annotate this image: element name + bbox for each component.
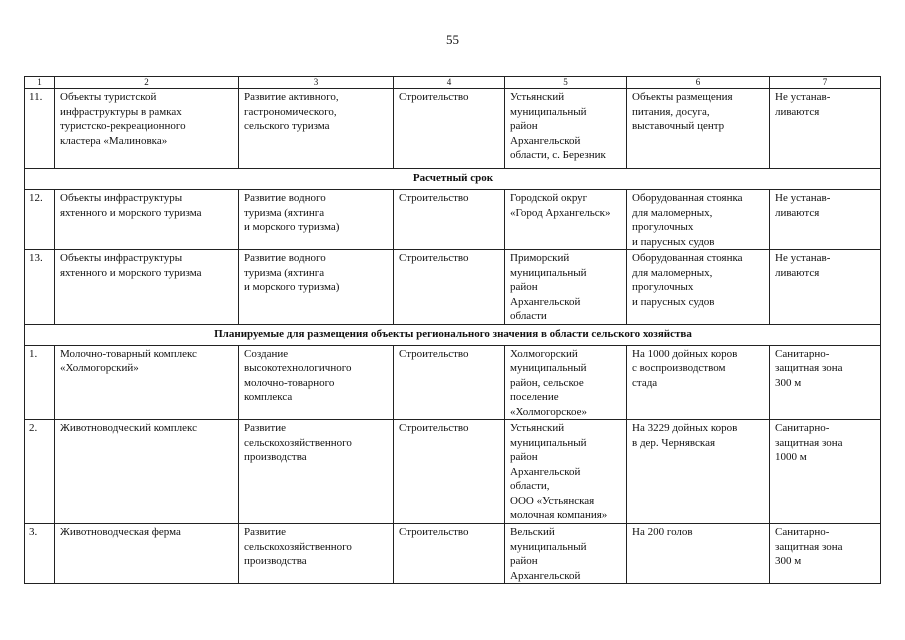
object-name-cell [55,345,239,420]
cell-text-line: муниципальный [510,105,587,118]
cell-text-line: 1000 м [775,451,807,463]
cell-text-line: для маломерных, [632,206,713,219]
column-number-row [25,77,881,89]
cell-text-line: области [510,310,547,322]
cell-text-line: Строительство [399,422,469,434]
table-row [25,250,881,325]
cell-text-line: области, [510,480,550,492]
characteristics-cell [627,420,770,524]
cell-text-line: производства [244,555,307,567]
page-number: 55 [446,32,459,47]
cell-text-line: «Холмогорское» [510,405,587,418]
cell-text-line: Городской округ [510,192,588,204]
cell-text-line: Объекты инфраструктуры [60,252,183,264]
cell-text-line: муниципальный [510,436,587,449]
characteristics-cell [627,250,770,325]
cell-text-line: «Город Архангельск» [510,206,611,219]
cell-text-line: Санитарно- [775,422,830,434]
object-name-cell [55,524,239,584]
cell-text-line: Создание [244,347,289,360]
table-row [25,89,881,169]
location-cell [505,250,627,325]
row-number: 13. [25,250,55,325]
cell-text-line: Не устанав- [775,91,831,103]
zone-cell [770,250,881,325]
cell-text-line: район [510,555,538,567]
cell-text-line: Вельский [510,526,555,538]
purpose-cell [239,250,394,325]
cell-text-line: питания, досуга, [632,105,710,118]
cell-text-line: сельского туризма [244,120,330,132]
cell-text-line: молочно-товарного [244,376,335,389]
cell-text-line: ливаются [775,206,820,219]
cell-text-line: Развитие [244,526,287,538]
cell-text-line: район [510,281,538,293]
cell-text-line: район [510,120,538,132]
cell-text-line: Оборудованная стоянка [632,192,743,204]
column-number: 5 [505,77,627,89]
cell-text-line: Объекты инфраструктуры [60,192,183,204]
cell-text-line: На 1000 дойных коров [632,347,738,360]
cell-text-line: сельскохозяйственного [244,540,352,553]
zone-cell [770,345,881,420]
cell-text-line: для маломерных, [632,266,713,279]
cell-text-line: Строительство [399,347,469,360]
cell-text-line: Устьянский [510,422,565,434]
object-name-cell [55,250,239,325]
table-row [25,345,881,420]
objects-table [24,76,881,584]
cell-text-line: защитная зона [775,540,843,553]
cell-text-line: Развитие [244,422,287,434]
cell-text-line: молочная компания» [510,509,608,521]
zone-cell [770,89,881,169]
column-number: 6 [627,77,770,89]
characteristics-cell [627,345,770,420]
cell-text-line: Санитарно- [775,526,830,538]
cell-text-line: Холмогорский [510,347,578,360]
activity-cell [394,89,505,169]
cell-text-line: Развитие водного [244,192,326,204]
cell-text-line: выставочный центр [632,120,725,132]
cell-text-line: яхтенного и морского туризма [60,266,202,279]
zone-cell [770,524,881,584]
cell-text-line: туристско-рекреационного [60,120,186,132]
cell-text-line: защитная зона [775,362,843,374]
cell-text-line: туризма (яхтинга [244,266,325,279]
zone-cell [770,420,881,524]
cell-text-line: сельскохозяйственного [244,436,352,449]
section-title: Планируемые для размещения объекты регионального значения в области сельского хозяйства [25,324,881,345]
row-number: 2. [25,420,55,524]
column-number: 3 [239,77,394,89]
cell-text-line: поселение [510,391,559,403]
section-title: Расчетный срок [25,169,881,190]
cell-text-line: район, сельское [510,376,584,389]
cell-text-line: Устьянский [510,91,565,103]
cell-text-line: комплекса [244,391,293,403]
purpose-cell [239,524,394,584]
cell-text-line: Строительство [399,192,469,204]
cell-text-line: прогулочных [632,281,694,293]
cell-text-line: туризма (яхтинга [244,206,325,219]
purpose-cell [239,420,394,524]
cell-text-line: На 200 голов [632,526,693,538]
object-name-cell [55,89,239,169]
cell-text-line: высокотехнологичного [244,362,352,374]
cell-text-line: На 3229 дойных коров [632,422,738,434]
location-cell [505,190,627,250]
column-number: 1 [25,77,55,89]
section-header-row [25,324,881,345]
cell-text-line: Санитарно- [775,347,830,360]
row-number: 3. [25,524,55,584]
cell-text-line: стада [632,376,658,389]
purpose-cell [239,345,394,420]
cell-text-line: Не устанав- [775,192,831,204]
cell-text-line: Молочно-товарный комплекс [60,347,197,360]
table-row [25,420,881,524]
cell-text-line: Животноводческая ферма [60,526,181,538]
cell-text-line: Архангельской [510,295,581,308]
purpose-cell [239,190,394,250]
cell-text-line: Строительство [399,91,469,103]
cell-text-line: и морского туризма) [244,221,340,233]
cell-text-line: Развитие активного, [244,91,339,103]
cell-text-line: Объекты туристской [60,91,157,103]
cell-text-line: Оборудованная стоянка [632,252,743,264]
row-number: 11. [25,89,55,169]
characteristics-cell [627,524,770,584]
activity-cell [394,524,505,584]
zone-cell [770,190,881,250]
row-number: 1. [25,345,55,420]
row-number: 12. [25,190,55,250]
cell-text-line: муниципальный [510,540,587,553]
object-name-cell [55,190,239,250]
table-body [25,77,881,584]
column-number: 2 [55,77,239,89]
cell-text-line: 300 м [775,376,802,389]
cell-text-line: производства [244,451,307,463]
cell-text-line: Приморский [510,252,570,264]
cell-text-line: защитная зона [775,436,843,449]
section-header-row [25,169,881,190]
column-number: 4 [394,77,505,89]
cell-text-line: Архангельской [510,134,581,147]
cell-text-line: инфраструктуры в рамках [60,105,182,118]
cell-text-line: Строительство [399,252,469,264]
location-cell [505,524,627,584]
location-cell [505,420,627,524]
activity-cell [394,190,505,250]
cell-text-line: Животноводческий комплекс [60,422,197,434]
cell-text-line: муниципальный [510,266,587,279]
cell-text-line: кластера «Малиновка» [60,134,168,147]
activity-cell [394,420,505,524]
cell-text-line: Объекты размещения [632,91,733,103]
location-cell [505,89,627,169]
cell-text-line: район [510,451,538,463]
cell-text-line: ливаются [775,105,820,118]
cell-text-line: ООО «Устьянская [510,494,595,507]
column-number: 7 [770,77,881,89]
activity-cell [394,345,505,420]
location-cell [505,345,627,420]
cell-text-line: Не устанав- [775,252,831,264]
cell-text-line: Развитие водного [244,252,326,264]
cell-text-line: 300 м [775,555,802,567]
activity-cell [394,250,505,325]
cell-text-line: ливаются [775,266,820,279]
table-row [25,524,881,584]
cell-text-line: в дер. Чернявская [632,436,716,449]
cell-text-line: гастрономического, [244,105,337,118]
purpose-cell [239,89,394,169]
cell-text-line: яхтенного и морского туризма [60,206,202,219]
cell-text-line: «Холмогорский» [60,362,139,374]
characteristics-cell [627,190,770,250]
object-name-cell [55,420,239,524]
cell-text-line: и парусных судов [632,295,715,308]
cell-text-line: и морского туризма) [244,281,340,293]
cell-text-line: с воспроизводством [632,362,726,374]
table-row [25,190,881,250]
cell-text-line: области, с. Березник [510,149,606,161]
cell-text-line: прогулочных [632,221,694,233]
cell-text-line: Архангельской [510,569,581,582]
characteristics-cell [627,89,770,169]
cell-text-line: муниципальный [510,362,587,374]
cell-text-line: и парусных судов [632,235,715,248]
cell-text-line: Строительство [399,526,469,538]
cell-text-line: Архангельской [510,465,581,478]
